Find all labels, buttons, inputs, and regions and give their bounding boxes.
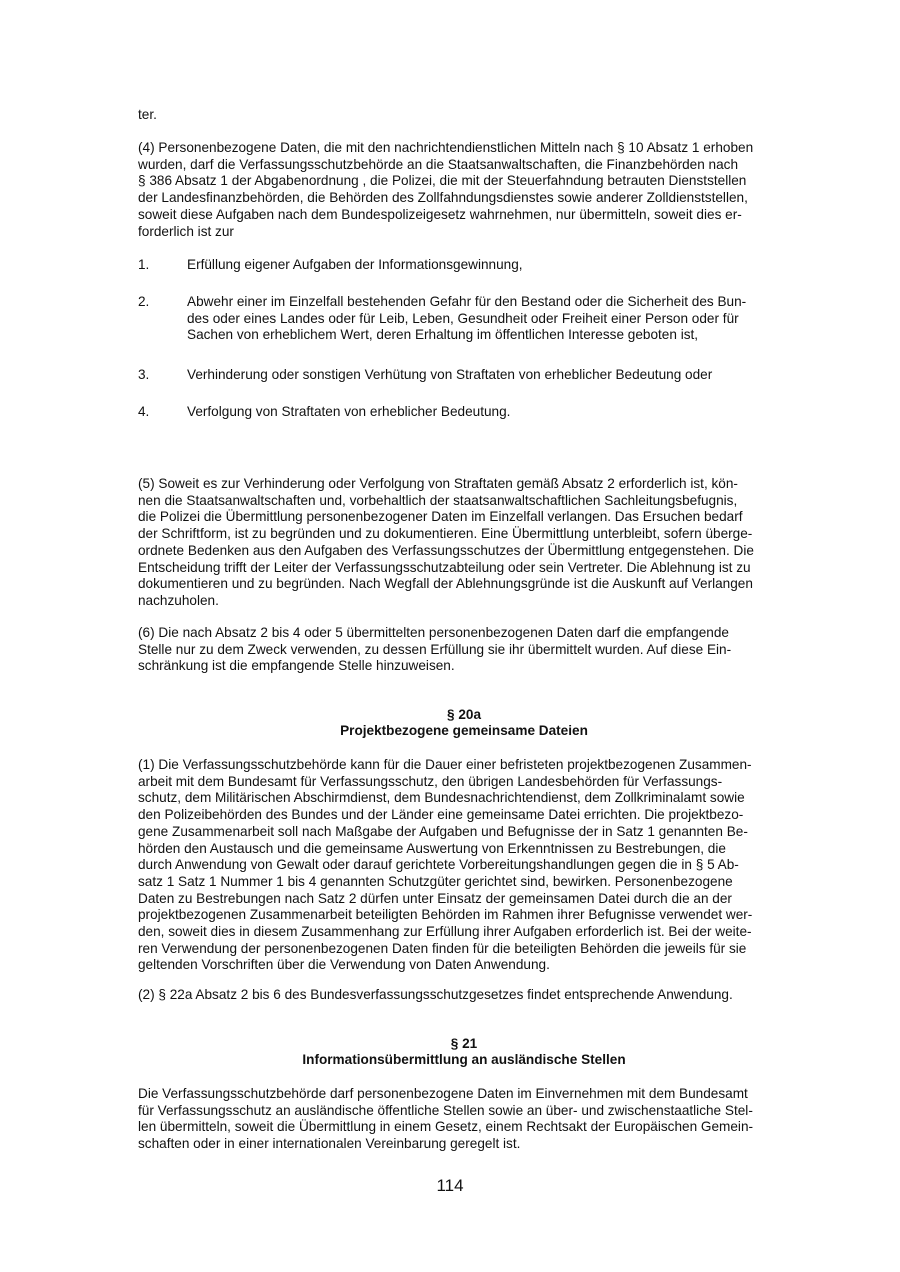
list-item-number: 1. (138, 257, 150, 272)
list-item-text: Abwehr einer im Einzelfall bestehenden Gefahr für den Bestand oder die Sicherheit des Bun- des oder eines Landes oder für Leib, Leben, Gesundheit oder Freiheit einer Person oder für Sachen von erheblichem Wert, deren Erhaltung im öffentlichen Interesse geboten ist, (187, 294, 747, 343)
continuation-fragment: ter. (138, 107, 157, 122)
section-21-paragraph: Die Verfassungsschutzbehörde darf personenbezogene Daten im Einvernehmen mit dem Bundesamt für Verfassungsschutz an ausländische öffentliche Stellen sowie an über- und zwischenstaatliche Stel- len übermitteln, soweit die Übermittlung in einem Gesetz, einem Rechtsakt der Europäischen Gemein- schaften oder in einer internationalen Vereinbarung geregelt ist. (138, 1086, 754, 1152)
section-20a-title: Projektbezogene gemeinsame Dateien (340, 723, 588, 738)
section-21-title: Informationsübermittlung an ausländische Stellen (302, 1052, 626, 1067)
page-number: 114 (436, 1176, 464, 1195)
section-21-number: § 21 (450, 1036, 478, 1051)
list-item-number: 2. (138, 294, 150, 309)
paragraph-5: (5) Soweit es zur Verhinderung oder Verfolgung von Straftaten gemäß Absatz 2 erforderlich ist, kön- nen die Staatsanwaltschaften und, vorbehaltlich der staatsanwaltschaftlichen Sachleitungsbefugnis, die Polizei die Übermittlung personenbezogener Daten im Einzelfall verlangen. Das Ersuchen bedarf der Schriftform, ist zu begründen und zu dokumentieren. Eine Übermittlung unterbleibt, sofern überge- ordnete Bedenken aus den Aufgaben des Verfassungsschutzes der Übermittlung entgegenstehen. Die Entscheidung trifft der Leiter der Verfassungsschutzabteilung oder sein Vertreter. Die Ablehnung ist zu dokumentieren und zu begründen. Nach Wegfall der Ablehnungsgründe ist die Auskunft auf Verlangen nachzuholen. (138, 476, 754, 608)
section-20a-number: § 20a (446, 707, 482, 722)
list-item-text: Erfüllung eigener Aufgaben der Informationsgewinnung, (187, 257, 523, 272)
section-20a-paragraph-2: (2) § 22a Absatz 2 bis 6 des Bundesverfassungsschutzgesetzes findet entsprechende Anwendung. (138, 987, 733, 1002)
list-item-number: 3. (138, 367, 150, 382)
section-20a-paragraph-1: (1) Die Verfassungsschutzbehörde kann für die Dauer einer befristeten projektbezogenen Zusammen- arbeit mit dem Bundesamt für Verfassungsschutz, den übrigen Landesbehörden für Verfassungs- schutz, dem Militärischen Abschirmdienst, dem Bundesnachrichtendienst, dem Zollkriminalamt sowie den Polizeibehörden des Bundes und der Länder eine gemeinsame Datei errichten. Die projektbezo- gene Zusammenarbeit soll nach Maßgabe der Aufgaben und Befugnisse der in Satz 1 genannten Be- hörden den Austausch und die gemeinsame Auswertung von Erkenntnissen zu Bestrebungen, die durch Anwendung von Gewalt oder darauf gerichtete Vorbereitungshandlungen gegen die in § 5 Ab- satz 1 Satz 1 Nummer 1 bis 4 genannten Schutzgüter gerichtet sind, bewirken. Personenbezogene Daten zu Bestrebungen nach Satz 2 dürfen unter Einsatz der gemeinsamen Datei durch die an der projektbezogenen Zusammenarbeit beteiligten Behörden im Rahmen ihrer Befugnisse verwendet wer- den, soweit dies in diesem Zusammenhang zur Erfüllung ihrer Aufgaben erforderlich ist. Bei der weite- ren Verwendung der personenbezogenen Daten finden für die beteiligten Behörden die jeweils für sie geltenden Vorschriften über die Verwendung von Daten Anwendung. (138, 757, 753, 973)
paragraph-4: (4) Personenbezogene Daten, die mit den nachrichtendienstlichen Mitteln nach § 10 Absatz 1 erhoben wurden, darf die Verfassungsschutzbehörde an die Staatsanwaltschaften, die Finanzbehörden nach § 386 Absatz 1 der Abgabenordnung , die Polizei, die mit der Steuerfahndung betrauten Dienststellen der Landesfinanzbehörden, die Behörden des Zollfahndungsdienstes sowie anderer Zolldienststellen, soweit diese Aufgaben nach dem Bundespolizeigesetz wahrnehmen, nur übermitteln, soweit dies er- forderlich ist zur (138, 140, 754, 239)
list-item-number: 4. (138, 404, 150, 419)
list-item-text: Verfolgung von Straftaten von erheblicher Bedeutung. (187, 404, 511, 419)
paragraph-6: (6) Die nach Absatz 2 bis 4 oder 5 übermittelten personenbezogenen Daten darf die empfangende Stelle nur zu dem Zweck verwenden, zu dessen Erfüllung sie ihr übermittelt wurden. Auf diese Ein- schränkung ist die empfangende Stelle hinzuweisen. (138, 625, 732, 674)
list-item-text: Verhinderung oder sonstigen Verhütung von Straftaten von erheblicher Bedeutung oder (187, 367, 713, 382)
